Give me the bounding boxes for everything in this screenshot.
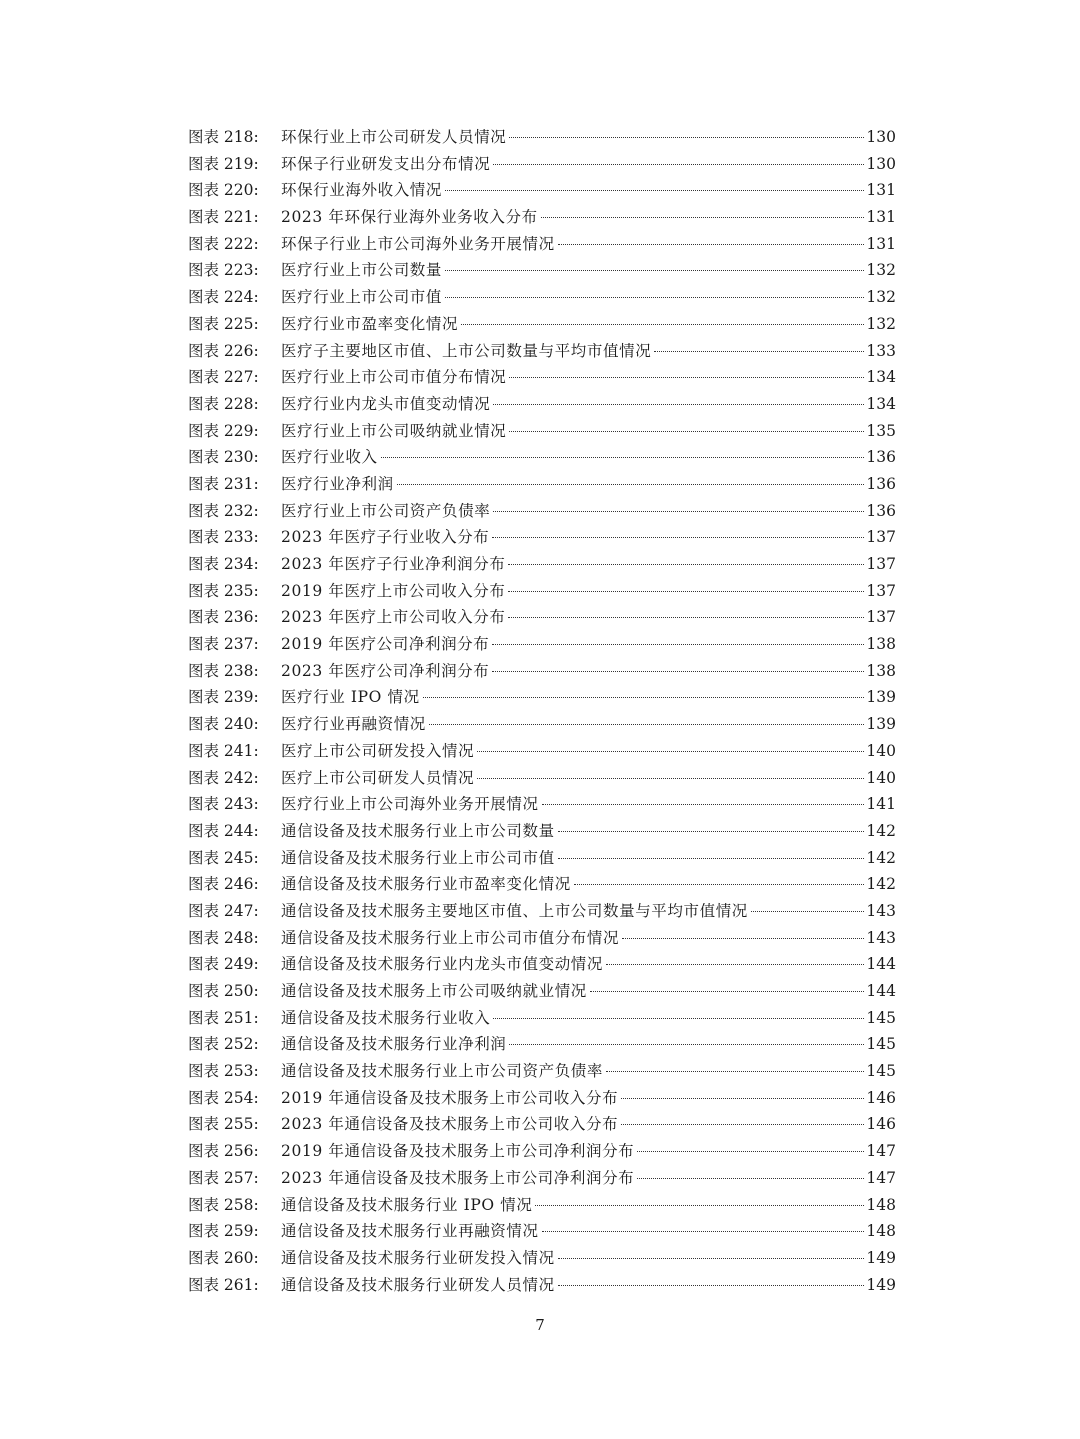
figure-label: 图表 237: [188,635,259,654]
figure-label: 图表 224: [188,288,259,307]
figure-page-number[interactable]: 136 [866,448,896,467]
figure-title[interactable]: 医疗行业内龙头市值变动情况 [281,394,491,413]
figure-label: 图表 245: [188,848,259,867]
dot-leader [558,858,864,859]
toc-entry[interactable] [188,124,896,151]
figure-page-number[interactable]: 130 [866,128,896,146]
figure-title[interactable]: 通信设备及技术服务行业 IPO 情况 [281,1195,533,1214]
toc-entry[interactable] [188,551,896,578]
toc-entry[interactable] [188,1245,896,1272]
figure-label: 图表 222: [188,234,259,253]
dot-leader [423,697,864,698]
figure-title[interactable]: 医疗行业再融资情况 [281,715,426,734]
dot-leader [606,964,864,965]
dot-leader [621,1124,864,1125]
figure-page-number[interactable]: 136 [866,501,896,520]
figure-label: 图表 234: [188,555,259,573]
figure-title[interactable]: 环保行业海外收入情况 [281,181,443,200]
dot-leader [558,831,864,832]
figure-page-number[interactable]: 141 [866,795,896,814]
dot-leader [508,591,864,592]
dot-leader [445,297,864,298]
toc-entry[interactable] [188,1138,896,1165]
figure-page-number[interactable]: 140 [866,741,896,760]
figure-label: 图表 241: [188,741,259,760]
page-number: 7 [535,1316,545,1334]
dot-leader [445,190,864,191]
figure-label: 图表 239: [188,688,259,707]
toc-entry[interactable] [188,738,896,765]
dot-leader [558,1258,864,1259]
figure-title[interactable]: 医疗行业市盈率变化情况 [281,314,459,333]
figure-title[interactable]: 通信设备及技术服务上市公司吸纳就业情况 [281,982,587,1000]
figure-page-number[interactable]: 143 [866,901,896,920]
figure-page-number[interactable]: 136 [866,474,896,493]
toc-entry[interactable] [188,1031,896,1058]
dot-leader [509,377,864,378]
figure-title[interactable]: 通信设备及技术服务行业研发投入情况 [281,1248,555,1267]
figure-page-number[interactable]: 138 [866,635,896,654]
figure-label: 图表 219: [188,154,259,173]
toc-entry[interactable] [188,1218,896,1245]
figure-title[interactable]: 通信设备及技术服务行业再融资情况 [281,1222,539,1241]
figure-label: 图表 246: [188,875,259,894]
figure-page-number[interactable]: 148 [866,1195,896,1214]
dot-leader [509,431,864,432]
figure-title[interactable]: 通信设备及技术服务行业上市公司市值 [281,848,555,867]
figure-page-number[interactable]: 144 [866,982,896,1000]
figure-label: 图表 243: [188,795,259,814]
dot-leader [622,938,864,939]
figure-page-number[interactable]: 137 [866,581,896,600]
dot-leader [493,1018,864,1019]
dot-leader [493,164,864,165]
toc-entry[interactable] [188,204,896,231]
dot-leader [654,351,864,352]
figure-page-number[interactable]: 146 [866,1088,896,1107]
figure-page-number[interactable]: 138 [866,661,896,680]
toc-entry[interactable] [188,925,896,952]
figure-title[interactable]: 医疗子主要地区市值、上市公司数量与平均市值情况 [281,341,652,360]
dot-leader [558,1285,864,1286]
figure-title[interactable]: 2019 年通信设备及技术服务上市公司净利润分布 [281,1142,635,1161]
dot-leader [461,324,864,325]
toc-entry[interactable] [188,1192,896,1219]
figure-page-number[interactable]: 130 [866,154,896,173]
figure-page-number[interactable]: 145 [866,1062,896,1081]
dot-leader [492,537,864,538]
toc-entry[interactable] [188,231,896,258]
table-of-figures [188,124,896,1298]
dot-leader [493,511,864,512]
figure-title[interactable]: 通信设备及技术服务行业上市公司市值分布情况 [281,928,620,947]
dot-leader [542,1231,864,1232]
figure-title[interactable]: 环保子行业上市公司海外业务开展情况 [281,234,555,253]
dot-leader [509,137,864,138]
dot-leader [477,778,864,779]
toc-entry[interactable] [188,1058,896,1085]
dot-leader [477,751,864,752]
figure-page-number[interactable]: 133 [866,341,896,360]
toc-entry[interactable] [188,818,896,845]
figure-page-number[interactable]: 145 [866,1008,896,1027]
figure-page-number[interactable]: 134 [866,394,896,413]
toc-entry[interactable] [188,898,896,925]
figure-label: 图表 236: [188,608,259,627]
figure-label: 图表 253: [188,1062,259,1081]
figure-title[interactable]: 环保行业上市公司研发人员情况 [281,128,507,146]
figure-page-number[interactable]: 131 [866,208,896,227]
dot-leader [508,617,864,618]
figure-title[interactable]: 2023 年医疗子行业收入分布 [281,528,490,547]
toc-entry[interactable] [188,765,896,792]
figure-title[interactable]: 医疗上市公司研发人员情况 [281,768,475,787]
toc-entry[interactable] [188,498,896,525]
figure-label: 图表 221: [188,208,259,227]
figure-label: 图表 240: [188,715,259,734]
toc-entry[interactable] [188,1085,896,1112]
figure-label: 图表 258: [188,1195,259,1214]
figure-title[interactable]: 通信设备及技术服务行业内龙头市值变动情况 [281,955,604,974]
toc-entry[interactable] [188,951,896,978]
figure-label: 图表 227: [188,368,259,387]
figure-page-number[interactable]: 146 [866,1115,896,1134]
dot-leader [397,484,864,485]
toc-entry[interactable] [188,684,896,711]
dot-leader [606,1071,864,1072]
dot-leader [621,1098,864,1099]
dot-leader [590,991,864,992]
figure-page-number[interactable]: 132 [866,314,896,333]
figure-title[interactable]: 医疗行业上市公司吸纳就业情况 [281,421,507,440]
toc-entry[interactable] [188,311,896,338]
toc-entry[interactable] [188,338,896,365]
toc-entry[interactable] [188,418,896,445]
toc-entry[interactable] [188,471,896,498]
dot-leader [381,457,864,458]
dot-leader [429,724,864,725]
figure-title[interactable]: 2019 年医疗公司净利润分布 [281,635,490,654]
figure-page-number[interactable]: 147 [866,1168,896,1187]
figure-title[interactable]: 2023 年医疗公司净利润分布 [281,661,490,680]
dot-leader [751,911,864,912]
figure-label: 图表 255: [188,1115,259,1134]
figure-label: 图表 248: [188,928,259,947]
dot-leader [445,270,864,271]
dot-leader [492,644,864,645]
figure-label: 图表 238: [188,661,259,680]
figure-label: 图表 220: [188,181,259,200]
figure-page-number[interactable]: 139 [866,715,896,734]
toc-entry[interactable] [188,391,896,418]
figure-title[interactable]: 医疗行业上市公司市值分布情况 [281,368,507,387]
toc-entry[interactable] [188,1005,896,1032]
toc-entry[interactable] [188,658,896,685]
figure-label: 图表 233: [188,528,259,547]
figure-label: 图表 260: [188,1248,259,1267]
figure-page-number[interactable]: 140 [866,768,896,787]
figure-page-number[interactable]: 139 [866,688,896,707]
figure-title[interactable]: 通信设备及技术服务行业收入 [281,1008,491,1027]
figure-title[interactable]: 通信设备及技术服务行业上市公司数量 [281,821,555,840]
figure-title[interactable]: 通信设备及技术服务行业市盈率变化情况 [281,875,571,894]
figure-label: 图表 250: [188,982,259,1000]
figure-label: 图表 252: [188,1035,259,1054]
figure-label: 图表 251: [188,1008,259,1027]
figure-page-number[interactable]: 143 [866,928,896,947]
toc-entry[interactable] [188,711,896,738]
dot-leader [542,804,864,805]
toc-entry[interactable] [188,845,896,872]
figure-label: 图表 247: [188,901,259,920]
dot-leader [535,1205,864,1206]
figure-label: 图表 254: [188,1088,259,1107]
toc-entry[interactable] [188,257,896,284]
figure-label: 图表 231: [188,474,259,493]
figure-page-number[interactable]: 149 [866,1275,896,1294]
dot-leader [637,1151,864,1152]
figure-title[interactable]: 2019 年医疗上市公司收入分布 [281,581,506,600]
figure-title[interactable]: 医疗行业上市公司资产负债率 [281,501,491,520]
figure-page-number[interactable]: 137 [866,608,896,627]
figure-page-number[interactable]: 135 [866,421,896,440]
figure-page-number[interactable]: 142 [866,848,896,867]
figure-title[interactable]: 通信设备及技术服务行业研发人员情况 [281,1275,555,1294]
toc-entry[interactable] [188,444,896,471]
toc-entry[interactable] [188,177,896,204]
figure-title[interactable]: 医疗行业上市公司市值 [281,288,443,307]
toc-entry[interactable] [188,1165,896,1192]
toc-entry[interactable] [188,871,896,898]
figure-label: 图表 228: [188,394,259,413]
figure-label: 图表 232: [188,501,259,520]
figure-label: 图表 225: [188,314,259,333]
dot-leader [637,1178,864,1179]
figure-page-number[interactable]: 137 [866,528,896,547]
toc-entry[interactable] [188,524,896,551]
figure-page-number[interactable]: 137 [866,555,896,573]
figure-title[interactable]: 2019 年通信设备及技术服务上市公司收入分布 [281,1088,619,1107]
dot-leader [541,217,864,218]
figure-label: 图表 226: [188,341,259,360]
figure-label: 图表 259: [188,1222,259,1241]
figure-label: 图表 235: [188,581,259,600]
figure-label: 图表 244: [188,821,259,840]
figure-page-number[interactable]: 132 [866,261,896,280]
toc-entry[interactable] [188,364,896,391]
figure-title[interactable]: 通信设备及技术服务行业上市公司资产负债率 [281,1062,604,1081]
figure-label: 图表 261: [188,1275,259,1294]
figure-title[interactable]: 2023 年医疗子行业净利润分布 [281,555,506,573]
toc-entry[interactable] [188,1111,896,1138]
figure-title[interactable]: 医疗上市公司研发投入情况 [281,741,475,760]
figure-title[interactable]: 医疗行业上市公司海外业务开展情况 [281,795,539,814]
figure-title[interactable]: 医疗行业净利润 [281,474,394,493]
dot-leader [509,1044,864,1045]
figure-label: 图表 218: [188,128,259,146]
figure-title[interactable]: 医疗行业收入 [281,448,378,467]
toc-entry[interactable] [188,791,896,818]
figure-title[interactable]: 医疗行业上市公司数量 [281,261,443,280]
toc-entry[interactable] [188,284,896,311]
figure-label: 图表 242: [188,768,259,787]
figure-title[interactable]: 通信设备及技术服务主要地区市值、上市公司数量与平均市值情况 [281,901,748,920]
figure-title[interactable]: 2023 年通信设备及技术服务上市公司净利润分布 [281,1168,635,1187]
dot-leader [493,404,864,405]
figure-label: 图表 229: [188,421,259,440]
figure-page-number[interactable]: 144 [866,955,896,974]
figure-title[interactable]: 医疗行业 IPO 情况 [281,688,420,707]
figure-title[interactable]: 2023 年通信设备及技术服务上市公司收入分布 [281,1115,619,1134]
figure-title[interactable]: 2023 年环保行业海外业务收入分布 [281,208,538,227]
figure-title[interactable]: 环保子行业研发支出分布情况 [281,154,491,173]
figure-page-number[interactable]: 131 [866,234,896,253]
toc-entry[interactable] [188,1272,896,1299]
figure-page-number[interactable]: 148 [866,1222,896,1241]
figure-label: 图表 230: [188,448,259,467]
dot-leader [558,244,864,245]
figure-label: 图表 257: [188,1168,259,1187]
toc-entry[interactable] [188,978,896,1005]
toc-entry[interactable] [188,631,896,658]
figure-label: 图表 249: [188,955,259,974]
dot-leader [508,564,864,565]
figure-page-number[interactable]: 132 [866,288,896,307]
figure-page-number[interactable]: 147 [866,1142,896,1161]
toc-entry[interactable] [188,604,896,631]
figure-page-number[interactable]: 145 [866,1035,896,1054]
dot-leader [492,671,864,672]
figure-page-number[interactable]: 134 [866,368,896,387]
toc-entry[interactable] [188,578,896,605]
figure-page-number[interactable]: 142 [866,821,896,840]
figure-label: 图表 256: [188,1142,259,1161]
figure-label: 图表 223: [188,261,259,280]
toc-entry[interactable] [188,151,896,178]
figure-title[interactable]: 2023 年医疗上市公司收入分布 [281,608,506,627]
figure-page-number[interactable]: 149 [866,1248,896,1267]
figure-page-number[interactable]: 142 [866,875,896,894]
figure-page-number[interactable]: 131 [866,181,896,200]
figure-title[interactable]: 通信设备及技术服务行业净利润 [281,1035,507,1054]
dot-leader [574,884,864,885]
